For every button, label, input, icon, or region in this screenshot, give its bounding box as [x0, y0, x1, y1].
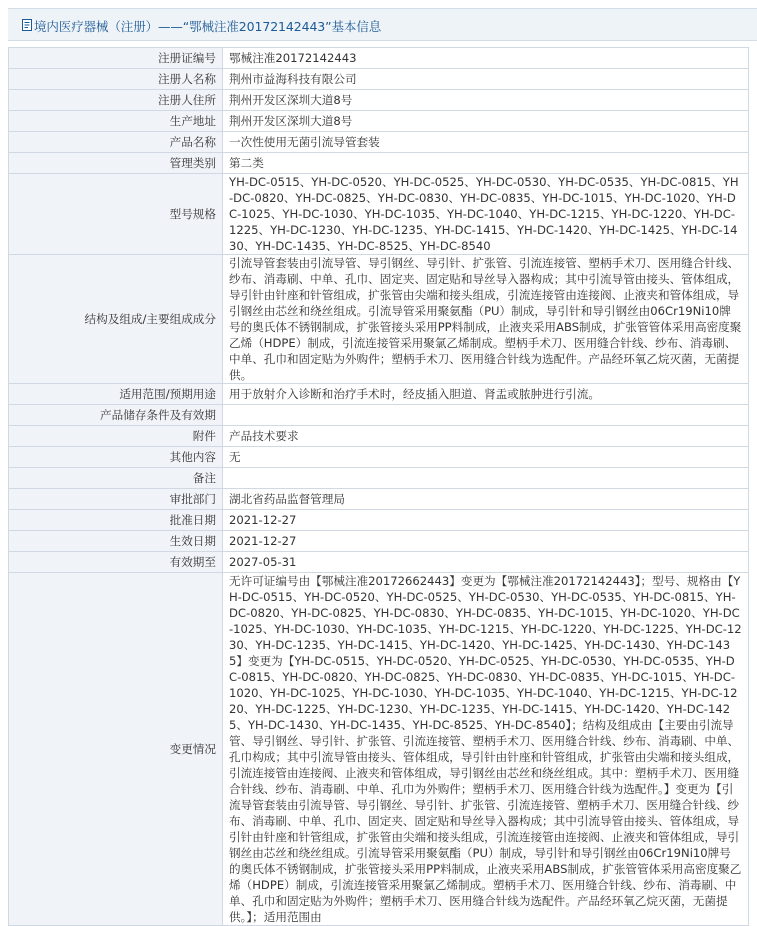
field-value: 2021-12-27: [223, 531, 749, 552]
field-label: 产品储存条件及有效期: [9, 405, 223, 426]
row-structure: [9, 255, 749, 384]
field-label: 结构及组成/主要组成成分: [9, 255, 223, 384]
field-label: 备注: [9, 468, 223, 489]
row-scope: [9, 384, 749, 405]
field-value: 无许可证编号由【鄂械注准20172662443】变更为【鄂械注准20172142443】；型号、规格由【YH-DC-0515、YH-DC-0520、YH-DC-0525、YH-DC-0530、YH-DC-0535、YH-DC-0815、YH-DC-0820、YH-DC-0825、YH-DC-0830、YH-DC-0835、YH-DC-1015、YH-DC-1020、YH-DC-1025、YH-DC-1030、YH-DC-1035、YH-DC-1215、YH-DC-1220、YH-DC-1225、YH-DC-1230、YH-DC-1235、YH-DC-1415、YH-DC-1420、YH-DC-1425、YH-DC-1430、YH-DC-1435】变更为【YH-DC-0515、YH-DC-0520、YH-DC-0525、YH-DC-0530、YH-DC-0535、YH-DC-0815、YH-DC-0820、YH-DC-0825、YH-DC-0830、YH-DC-0835、YH-DC-1015、YH-DC-1020、YH-DC-1025、YH-DC-1030、YH-DC-1035、YH-DC-1040、YH-DC-1215、YH-DC-1220、YH-DC-1225、YH-DC-1230、YH-DC-1235、YH-DC-1415、YH-DC-1420、YH-DC-1425、YH-DC-1430、YH-DC-1435、YH-DC-8525、YH-DC-8540】；结构及组成由【主要由引流导管、导引钢丝、导引针、扩张管、引流连接管、塑柄手术刀、医用缝合针线、纱布、消毒刷、中单、孔巾构成；其中引流导管由接头、管体组成，导引针由针座和针管组成，扩张管由尖端和接头组成，引流连接管由连接阀、止液夹和管体组成，导引钢丝由芯丝和绕丝组成。其中：塑柄手术刀、医用缝合针线、纱布、消毒刷、中单、孔巾为外购件；塑柄手术刀、医用缝合针线为选配件。】变更为【引流导管套装由引流导管、导引钢丝、导引针、扩张管、引流连接管、塑柄手术刀、医用缝合针线、纱布、消毒刷、中单、孔巾、固定夹、固定贴和导丝导入器构成；其中引流导管由接头、管体组成，导引针由针座和针管组成，扩张管由尖端和接头组成，引流连接管由连接阀、止液夹和管体组成，导引钢丝由芯丝和绕丝组成。引流导管采用聚氨酯（PU）制成，导引针和导引钢丝由06Cr19Ni10牌号的奥氏体不锈钢制成，扩张管接头采用PP料制成，止液夹采用ABS制成，扩张管管体采用高密度聚乙烯（HDPE）制成，引流连接管采用聚氯乙烯制成。塑柄手术刀、医用缝合针线、纱布、消毒刷、中单、孔巾和固定贴为外购件；塑柄手术刀、医用缝合针线为选配件。产品经环氧乙烷灭菌，无菌提供。】；适用范围由: [223, 573, 749, 926]
row-remark: [9, 468, 749, 489]
page-title: 境内医疗器械（注册）——“鄂械注准20172142443”基本信息: [34, 19, 382, 34]
field-label: 管理类别: [9, 153, 223, 174]
row-attachment: [9, 426, 749, 447]
field-value: YH-DC-0515、YH-DC-0520、YH-DC-0525、YH-DC-0530、YH-DC-0535、YH-DC-0815、YH-DC-0820、YH-DC-0825、YH-DC-0830、YH-DC-0835、YH-DC-1015、YH-DC-1020、YH-DC-1025、YH-DC-1030、YH-DC-1035、YH-DC-1040、YH-DC-1215、YH-DC-1220、YH-DC-1225、YH-DC-1230、YH-DC-1235、YH-DC-1415、YH-DC-1420、YH-DC-1425、YH-DC-1430、YH-DC-1435、YH-DC-8525、YH-DC-8540: [223, 174, 749, 255]
field-value: 荆州市益海科技有限公司: [223, 69, 749, 90]
field-value: 一次性使用无菌引流导管套装: [223, 132, 749, 153]
field-label: 注册人名称: [9, 69, 223, 90]
field-value: 用于放射介入诊断和治疗手术时，经皮插入胆道、肾盂或脓肿进行引流。: [223, 384, 749, 405]
field-value: 荆州开发区深圳大道8号: [223, 111, 749, 132]
field-label: 适用范围/预期用途: [9, 384, 223, 405]
row-registrant-address: [9, 90, 749, 111]
field-value: 鄂械注准20172142443: [223, 48, 749, 69]
field-label: 变更情况: [9, 573, 223, 926]
row-production-address: [9, 111, 749, 132]
field-label: 型号规格: [9, 174, 223, 255]
page-header: [8, 8, 757, 41]
row-registrant-name: [9, 69, 749, 90]
field-label: 注册人住所: [9, 90, 223, 111]
row-models: [9, 174, 749, 255]
field-value: 产品技术要求: [223, 426, 749, 447]
row-expiry: [9, 552, 749, 573]
field-label: 审批部门: [9, 489, 223, 510]
row-product-name: [9, 132, 749, 153]
field-label: 附件: [9, 426, 223, 447]
field-label: 产品名称: [9, 132, 223, 153]
row-approval-dept: [9, 489, 749, 510]
field-value: 第二类: [223, 153, 749, 174]
row-category: [9, 153, 749, 174]
row-effective-date: [9, 531, 749, 552]
field-label: 批准日期: [9, 510, 223, 531]
field-label: 生产地址: [9, 111, 223, 132]
row-other: [9, 447, 749, 468]
field-value: 2021-12-27: [223, 510, 749, 531]
field-value: 荆州开发区深圳大道8号: [223, 90, 749, 111]
field-value: [223, 405, 749, 426]
row-storage: [9, 405, 749, 426]
document-icon: [22, 19, 32, 31]
row-approval-date: [9, 510, 749, 531]
field-label: 生效日期: [9, 531, 223, 552]
row-changes: [9, 573, 749, 926]
field-label: 有效期至: [9, 552, 223, 573]
field-label: 其他内容: [9, 447, 223, 468]
field-value: 湖北省药品监督管理局: [223, 489, 749, 510]
field-value: 引流导管套装由引流导管、导引钢丝、导引针、扩张管、引流连接管、塑柄手术刀、医用缝合针线、纱布、消毒刷、中单、孔巾、固定夹、固定贴和导丝导入器构成；其中引流导管由接头、管体组成，导引针由针座和针管组成，扩张管由尖端和接头组成，引流连接管由连接阀、止液夹和管体组成，导引钢丝由芯丝和绕丝组成。引流导管采用聚氨酯（PU）制成，导引针和导引钢丝由06Cr19Ni10牌号的奥氏体不锈钢制成，扩张管接头采用PP料制成，止液夹采用ABS制成，扩张管管体采用高密度聚乙烯（HDPE）制成，引流连接管采用聚氯乙烯制成。塑柄手术刀、医用缝合针线、纱布、消毒刷、中单、孔巾和固定贴为外购件；塑柄手术刀、医用缝合针线为选配件。产品经环氧乙烷灭菌，无菌提供。: [223, 255, 749, 384]
field-value: 2027-05-31: [223, 552, 749, 573]
field-value: [223, 468, 749, 489]
row-reg-no: [9, 48, 749, 69]
field-label: 注册证编号: [9, 48, 223, 69]
info-table: [8, 47, 749, 926]
field-value: 无: [223, 447, 749, 468]
